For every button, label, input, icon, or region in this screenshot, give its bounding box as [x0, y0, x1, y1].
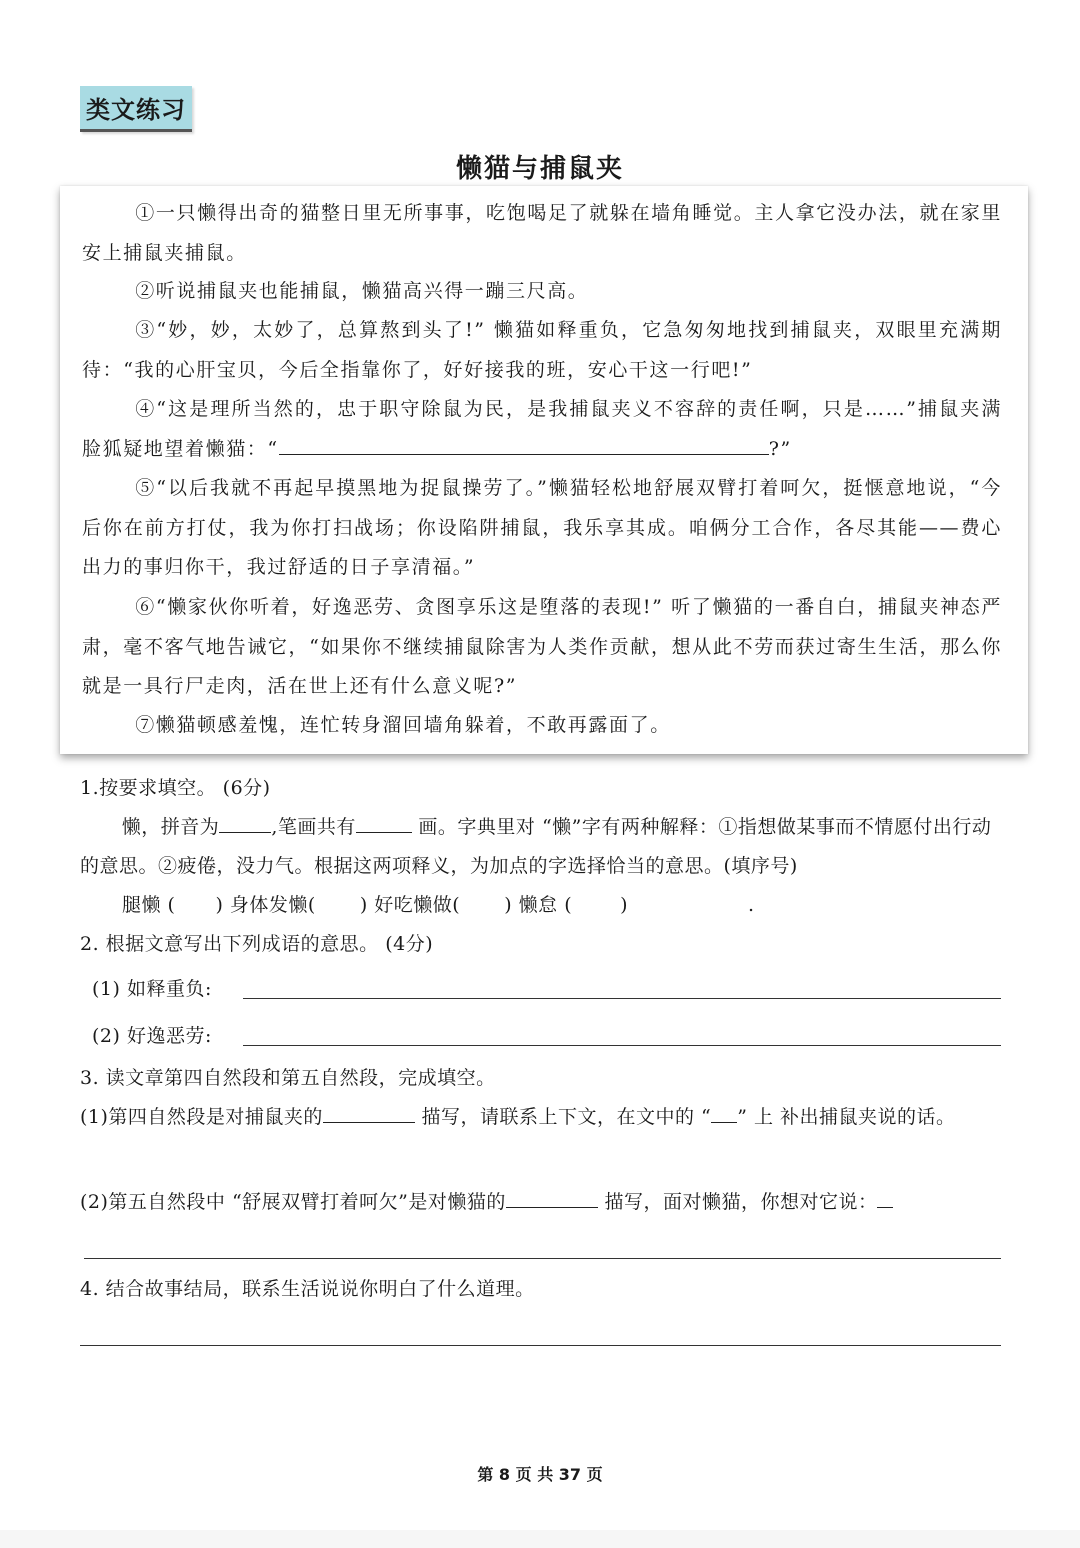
answer-line-2-1[interactable] [243, 998, 1001, 999]
q3-1-text-c: ” 上 补出捕鼠夹说的话。 [737, 1106, 956, 1128]
paragraph-6: ⑥“懒家伙你听着，好逸恶劳、贪图享乐这是堕落的表现!” 听了懒猫的一番自白，捕鼠夹神态严肃，毫不客气地告诫它，“如果你不继续捕鼠除害为人类作贡献，想从此不劳而获过寄生生活，那么你就是一具行尸走肉，活在世上还有什么意义呢?” [82, 596, 1002, 697]
question-1-body [80, 808, 1010, 886]
q1-text-a: 懒，拼音为 [121, 816, 220, 838]
trailing-dot: . [748, 894, 755, 916]
paragraph-1: ①一只懒得出奇的猫整日里无所事事，吃饱喝足了就躲在墙角睡觉。主人拿它没办法，就在家里安上捕鼠夹捕鼠。 [82, 202, 1002, 264]
q1-text-c: 画。字典里对 “懒”字有两种解释：①指想做某事而不情愿付出行动的意思。②疲倦，没力气。根据这两项释义，为加点的字选择恰当的意思。(填序号) [80, 816, 992, 877]
question-2-item-1: (1) 如释重负: [92, 978, 212, 1000]
pinyin-blank[interactable] [219, 812, 271, 833]
speech-blank-start[interactable] [877, 1187, 893, 1208]
paragraph-4-end: ?” [768, 437, 792, 460]
question-1-words [122, 886, 1052, 925]
dialogue-blank[interactable] [279, 432, 769, 455]
q3-2-text-a: (2)第五自然段中 “舒展双臂打着呵欠”是对懒猫的 [80, 1191, 506, 1213]
word-1: 腿懒 ( [122, 894, 176, 916]
word-3: ) 好吃懒做( [359, 894, 461, 916]
q3-1-text-a: (1)第四自然段是对捕鼠夹的 [80, 1106, 323, 1128]
stroke-count-blank[interactable] [356, 812, 412, 833]
paragraph-4 [82, 390, 1002, 469]
q1-text-b: ,笔画共有 [271, 816, 356, 838]
article-title: 懒猫与捕鼠夹 [455, 154, 624, 184]
question-3-item-2 [80, 1183, 1010, 1222]
description-type-blank-2[interactable] [506, 1187, 598, 1208]
description-type-blank-1[interactable] [323, 1102, 415, 1123]
word-4: ) 懒怠 ( [504, 894, 573, 916]
question-3-item-1 [80, 1098, 1010, 1137]
q3-1-text-b: 描写，请联系上下文，在文中的 “ [421, 1106, 712, 1128]
quote-blank-mark [711, 1102, 737, 1123]
question-2-item-2: (2) 好逸恶劳: [92, 1025, 212, 1047]
q3-2-text-b: 描写，面对懒猫，你想对它说： [604, 1191, 878, 1213]
paragraph-2: ②听说捕鼠夹也能捕鼠，懒猫高兴得一蹦三尺高。 [135, 280, 589, 302]
section-tag: 类文练习 [80, 86, 192, 132]
answer-line-3-2[interactable] [84, 1258, 1001, 1259]
paragraph-3: ③“妙，妙，太妙了，总算熬到头了!” 懒猫如释重负，它急匆匆地找到捕鼠夹，双眼里充满期待：“我的心肝宝贝，今后全指靠你了，好好接我的班，安心干这一行吧!” [82, 319, 1002, 381]
question-3-title: 3. 读文章第四自然段和第五自然段，完成填空。 [80, 1067, 496, 1089]
word-2: ) 身体发懒( [215, 894, 316, 916]
paragraph-4-text: ④“这是理所当然的，忠于职守除鼠为民，是我捕鼠夹义不容辞的责任啊，只是……”捕鼠夹满脸狐疑地望着懒猫：“ [82, 398, 1002, 460]
question-4-title: 4. 结合故事结局，联系生活说说你明白了什么道理。 [80, 1278, 535, 1300]
paragraph-7: ⑦懒猫顿感羞愧，连忙转身溜回墙角躲着，不敢再露面了。 [135, 714, 671, 736]
answer-line-2-2[interactable] [243, 1045, 1001, 1046]
page-number: 第 8 页 共 37 页 [477, 1465, 603, 1484]
paragraph-5: ⑤“以后我就不再起早摸黑地为捉鼠操劳了。”懒猫轻松地舒展双臂打着呵欠，挺惬意地说，“今后你在前方打仗，我为你打扫战场；你设陷阱捕鼠，我乐享其成。咱俩分工合作，各尽其能——费心出力的事归你干，我过舒适的日子享清福。” [82, 477, 1002, 578]
passage-box [60, 186, 1028, 754]
answer-line-4[interactable] [80, 1345, 1001, 1346]
word-5: ) [620, 894, 629, 916]
question-2-title: 2. 根据文意写出下列成语的意思。 (4分) [80, 933, 434, 955]
question-1-title: 1.按要求填空。 (6分) [80, 777, 271, 799]
